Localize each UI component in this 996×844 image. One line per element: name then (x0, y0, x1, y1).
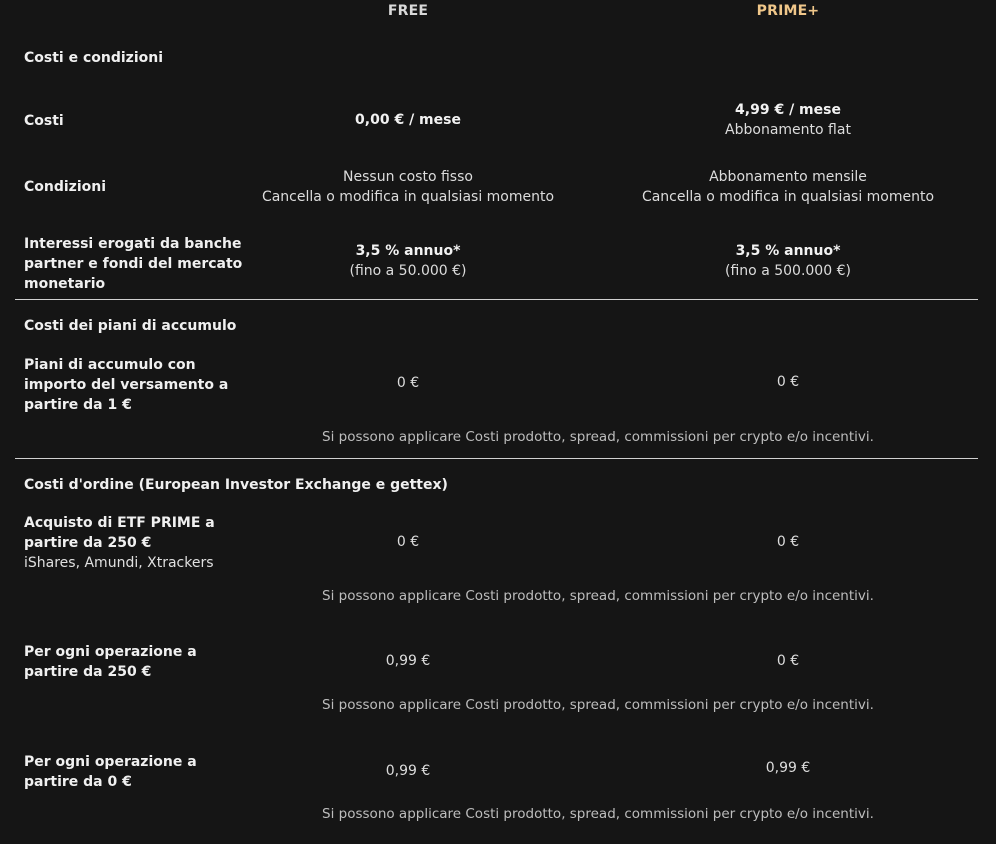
interest-label-line1: Interessi erogati da banche (24, 236, 242, 252)
savings-free-value: 0 € (396, 375, 420, 391)
section-divider (15, 299, 978, 300)
section-title-savings-plans: Costi dei piani di accumulo (24, 318, 237, 334)
row-label-costs: Costi (24, 113, 64, 129)
section-title-order-costs: Costi d'ordine (European Investor Exchange e gettex) (24, 477, 448, 493)
costs-free-value: 0,00 € / mese (355, 112, 461, 128)
row-label-conditions: Condizioni (24, 179, 107, 195)
interest-free-sub: (fino a 50.000 €) (349, 262, 467, 279)
cell-interest-free (258, 242, 558, 281)
interest-free-value: 3,5 % annuo* (355, 243, 461, 259)
interest-prime-sub: (fino a 500.000 €) (725, 262, 851, 279)
savings-note: Si possono applicare Costi prodotto, spread, commissioni per crypto e/o incentivi. (322, 429, 874, 445)
interest-label-line3: monetario (24, 276, 106, 292)
interest-label-line2: partner e fondi del mercato (24, 256, 243, 272)
etf-free-value: 0 € (396, 534, 420, 550)
trade0-prime-value: 0,99 € (765, 760, 811, 776)
trade0-label-line2: partire da 0 € (24, 774, 132, 790)
cell-conditions-prime (598, 168, 978, 207)
row-label-etf (24, 513, 215, 573)
conditions-free-line2: Cancella o modifica in qualsiasi momento (261, 188, 555, 205)
interest-prime-value: 3,5 % annuo* (735, 243, 841, 259)
conditions-free-line1: Nessun costo fisso (343, 169, 473, 185)
cell-costs-free (258, 111, 558, 131)
trade0-free-value: 0,99 € (385, 763, 431, 779)
trade250-label-line1: Per ogni operazione a (24, 644, 197, 660)
trade0-label-line1: Per ogni operazione a (24, 754, 197, 770)
savings-prime-value: 0 € (776, 374, 800, 390)
etf-label-sub: iShares, Amundi, Xtrackers (24, 555, 214, 571)
savings-label-line3: partire da 1 € (24, 397, 132, 413)
section-title-costs-conditions: Costi e condizioni (24, 50, 163, 66)
etf-label-line2: partire da 250 € (24, 535, 152, 551)
conditions-prime-line2: Cancella o modifica in qualsiasi momento (641, 188, 935, 205)
trade0-note: Si possono applicare Costi prodotto, spread, commissioni per crypto e/o incentivi. (322, 806, 874, 822)
savings-label-line1: Piani di accumulo con (24, 357, 196, 373)
etf-prime-value: 0 € (776, 534, 800, 550)
plan-header-prime: PRIME+ (756, 3, 820, 19)
cell-conditions-free (218, 168, 598, 207)
trade250-label-line2: partire da 250 € (24, 664, 152, 680)
costs-prime-sub: Abbonamento flat (725, 121, 851, 138)
etf-label-line1: Acquisto di ETF PRIME a (24, 515, 215, 531)
row-label-trade250 (24, 642, 197, 682)
conditions-prime-line1: Abbonamento mensile (709, 169, 867, 185)
section-divider (15, 458, 978, 459)
etf-note: Si possono applicare Costi prodotto, spread, commissioni per crypto e/o incentivi. (322, 588, 874, 604)
savings-label-line2: importo del versamento a (24, 377, 229, 393)
row-label-trade0 (24, 752, 197, 792)
cell-costs-prime (638, 101, 938, 140)
trade250-prime-value: 0 € (776, 653, 800, 669)
trade250-free-value: 0,99 € (385, 653, 431, 669)
trade250-note: Si possono applicare Costi prodotto, spread, commissioni per crypto e/o incentivi. (322, 697, 874, 713)
costs-prime-value: 4,99 € / mese (735, 102, 841, 118)
row-label-interest (24, 234, 242, 294)
row-label-savings (24, 355, 228, 415)
cell-interest-prime (638, 242, 938, 281)
plan-header-free: FREE (387, 3, 429, 19)
